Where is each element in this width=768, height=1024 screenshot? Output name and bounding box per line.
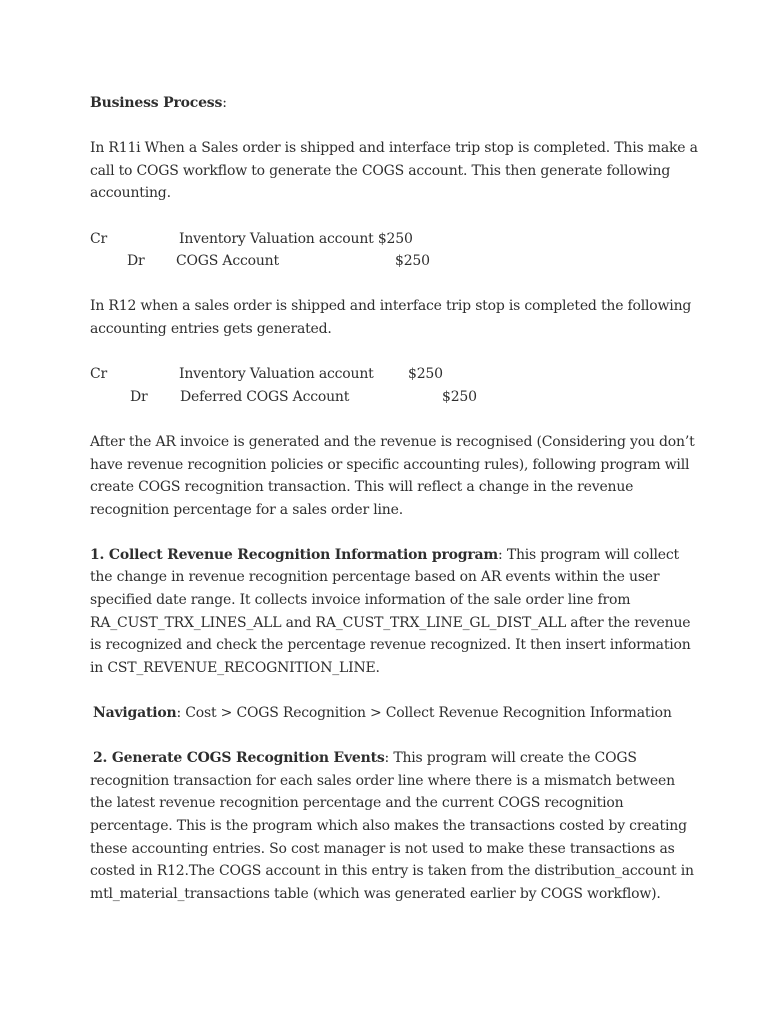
navigation-colon: : [176,705,182,722]
step-1-title: 1. Collect Revenue Recognition Information program [90,546,499,563]
entry-amount: $250 [395,253,430,270]
entry-row [90,250,700,273]
step-2-body: This program will create the COGS recognition transaction for each sales order line where there is a mismatch between the latest revenue recognition percentage and the current COGS recognition percentage. This is the program which also makes the transactions costed by creating these accounting entries. So cost manager is not used to make these transactions as costed in R12.The COGS account in this entry is taken from the distribution_account in mtl_material_transactions table (which was generated earlier by COGS workflow). [90,750,694,902]
navigation-path: Cost > COGS Recognition > Collect Revenue Recognition Information [181,705,672,722]
entry-side: Dr [130,388,148,405]
entry-side: Cr [90,230,108,247]
step-1-colon: : [498,546,503,563]
paragraph-r12: In R12 when a sales order is shipped and interface trip stop is completed the following accounting entries gets generated. [90,298,692,337]
entry-row [90,363,700,386]
step-1 [90,544,700,680]
navigation-line [90,702,700,725]
heading-colon: : [222,95,227,111]
entry-account: Inventory Valuation account [179,366,374,383]
step-2-title: 2. Generate COGS Recognition Events [93,750,385,767]
entry-account: COGS Account [176,253,279,270]
entry-side: Cr [90,366,108,383]
navigation-label: Navigation [93,705,177,722]
entry-amount: $250 [442,388,477,405]
entry-account: Deferred COGS Account [180,388,350,405]
entries-r12 [90,363,700,408]
entry-amount: $250 [408,366,443,383]
step-1-body: This program will collect the change in revenue recognition percentage based on AR events within the user specified date range. It collects invoice information of the sale order line from RA_CUST_TRX_LINES_ALL and RA_CUST_TRX_LINE_GL_DIST_ALL after the revenue is recognized and check the percentage revenue recognized. It then insert information in CST_REVENUE_RECOGNITION_LINE. [90,546,691,676]
entry-row [90,228,700,251]
entry-row [90,386,700,409]
step-2-colon: : [384,750,390,767]
entry-side: Dr [127,253,145,270]
section-heading [90,92,700,115]
entries-r11i [90,228,700,273]
document-body [90,92,700,928]
heading-label: Business Process [90,95,223,111]
step-2 [90,747,700,905]
paragraph-r11i: In R11i When a Sales order is shipped and interface trip stop is completed. This make a call to COGS workflow to generate the COGS account. This then generate following accounting. [90,140,698,202]
paragraph-ar-invoice: After the AR invoice is generated and the revenue is recognised (Considering you don’t have revenue recognition policies or specific accounting rules), following program will create COGS recognition transaction. This will reflect a change in the revenue recognition percentage for a sales order line. [90,433,695,518]
entry-account: Inventory Valuation account $250 [179,230,413,247]
